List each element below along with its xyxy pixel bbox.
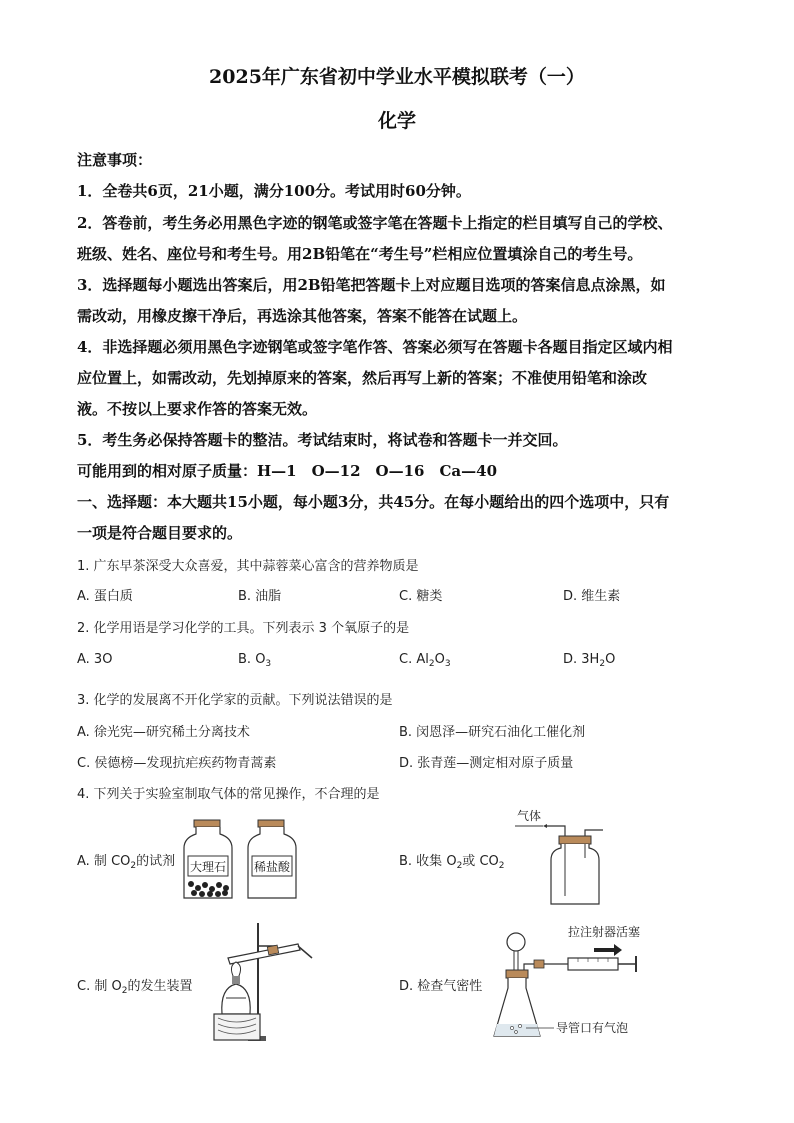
q4-option-c: C. 制 $O_2$的发生装置 xyxy=(77,979,193,996)
fig-d-label-syringe: 拉注射器活塞 xyxy=(568,925,641,939)
notice-item-2-line-1: 2．答卷前，考生务必用黑色字迹的钢笔或签字笔在答题卡上指定的栏目填写自己的学校、 xyxy=(77,214,673,232)
q1-option-d: D. 维生素 xyxy=(563,589,621,604)
notice-item-2-line-2: 班级、姓名、座位号和考生号。用2B铅笔在“考生号”栏相应位置填涂自己的考生号。 xyxy=(77,245,643,263)
q4-figure-b-gas-bottle xyxy=(515,808,615,908)
fig-b-label-gas: 气体 xyxy=(517,809,542,823)
q1-option-a: A. 蛋白质 xyxy=(77,589,133,604)
exam-title: 2025年广东省初中学业水平模拟联考（一） xyxy=(209,66,585,88)
q3-stem: 3. 化学的发展离不开化学家的贡献。下列说法错误的是 xyxy=(77,693,393,708)
notice-item-4-line-1: 4．非选择题必须用黑色字迹钢笔或签字笔作答、答案必须写在答题卡各题目指定区域内相 xyxy=(77,338,673,356)
q1-stem: 1. 广东早茶深受大众喜爱，其中蒜蓉菜心富含的营养物质是 xyxy=(77,559,419,574)
q4-option-a: A. 制 $CO_2$的试剂 xyxy=(77,854,176,871)
q4-stem: 4. 下列关于实验室制取气体的常见操作，不合理的是 xyxy=(77,787,380,802)
atomic-mass-line: 可能用到的相对原子质量：H—1 O—12 O—16 Ca—40 xyxy=(77,462,498,480)
q3-option-a: A. 徐光宪—研究稀土分离技术 xyxy=(77,725,250,740)
q2-option-a: A. 3O xyxy=(77,652,113,667)
q2-stem: 2. 化学用语是学习化学的工具。下列表示 3 个氧原子的是 xyxy=(77,621,410,636)
notice-item-3-line-1: 3．选择题每小题选出答案后，用2B铅笔把答题卡上对应题目选项的答案信息点涂黑，如 xyxy=(77,276,666,294)
fig-a-label-marble: 大理石 xyxy=(189,860,227,874)
section-1-heading-line-2: 一项是符合题目要求的。 xyxy=(77,524,243,542)
notice-item-4-line-2: 应位置上，如需改动，先划掉原来的答案，然后再写上新的答案；不准使用铅笔和涂改 xyxy=(77,369,648,387)
q2-option-b: B. $O_3$ xyxy=(238,652,272,669)
q3-option-c: C. 侯德榜—发现抗疟疾药物青蒿素 xyxy=(77,756,277,771)
q3-option-d: D. 张青莲—测定相对原子质量 xyxy=(399,756,574,771)
q2-option-d: D. $3H_2O$ xyxy=(563,652,616,669)
fig-a-label-hcl: 稀盐酸 xyxy=(253,860,291,874)
q4-option-b: B. 收集 $O_2$或 $CO_2$ xyxy=(399,854,505,871)
exam-subject: 化学 xyxy=(377,110,416,132)
q4-option-d: D. 检查气密性 xyxy=(399,979,483,994)
notice-item-4-line-3: 液。不按以上要求作答的答案无效。 xyxy=(77,400,318,418)
q4-figure-a-reagent-bottles xyxy=(180,818,300,908)
q1-option-b: B. 油脂 xyxy=(238,589,282,604)
q2-option-c: C. $Al_2O_3$ xyxy=(399,652,451,669)
q4-figure-c-o2-apparatus xyxy=(208,918,318,1043)
fig-d-label-bubbles: 导管口有气泡 xyxy=(556,1021,629,1035)
notice-item-5: 5．考生务必保持答题卡的整洁。考试结束时，将试卷和答题卡一并交回。 xyxy=(77,431,568,449)
q1-option-c: C. 糖类 xyxy=(399,589,443,604)
notice-heading: 注意事项： xyxy=(77,151,153,169)
notice-item-1: 1．全卷共6页，21小题，满分100分。考试用时60分钟。 xyxy=(77,182,471,200)
section-1-heading-line-1: 一、选择题：本大题共15小题，每小题3分，共45分。在每小题给出的四个选项中，只有 xyxy=(77,493,670,511)
notice-item-3-line-2: 需改动，用橡皮擦干净后，再选涂其他答案，答案不能答在试题上。 xyxy=(77,307,528,325)
q3-option-b: B. 闵恩泽—研究石油化工催化剂 xyxy=(399,725,586,740)
q4-figure-d-airtightness xyxy=(490,920,670,1045)
